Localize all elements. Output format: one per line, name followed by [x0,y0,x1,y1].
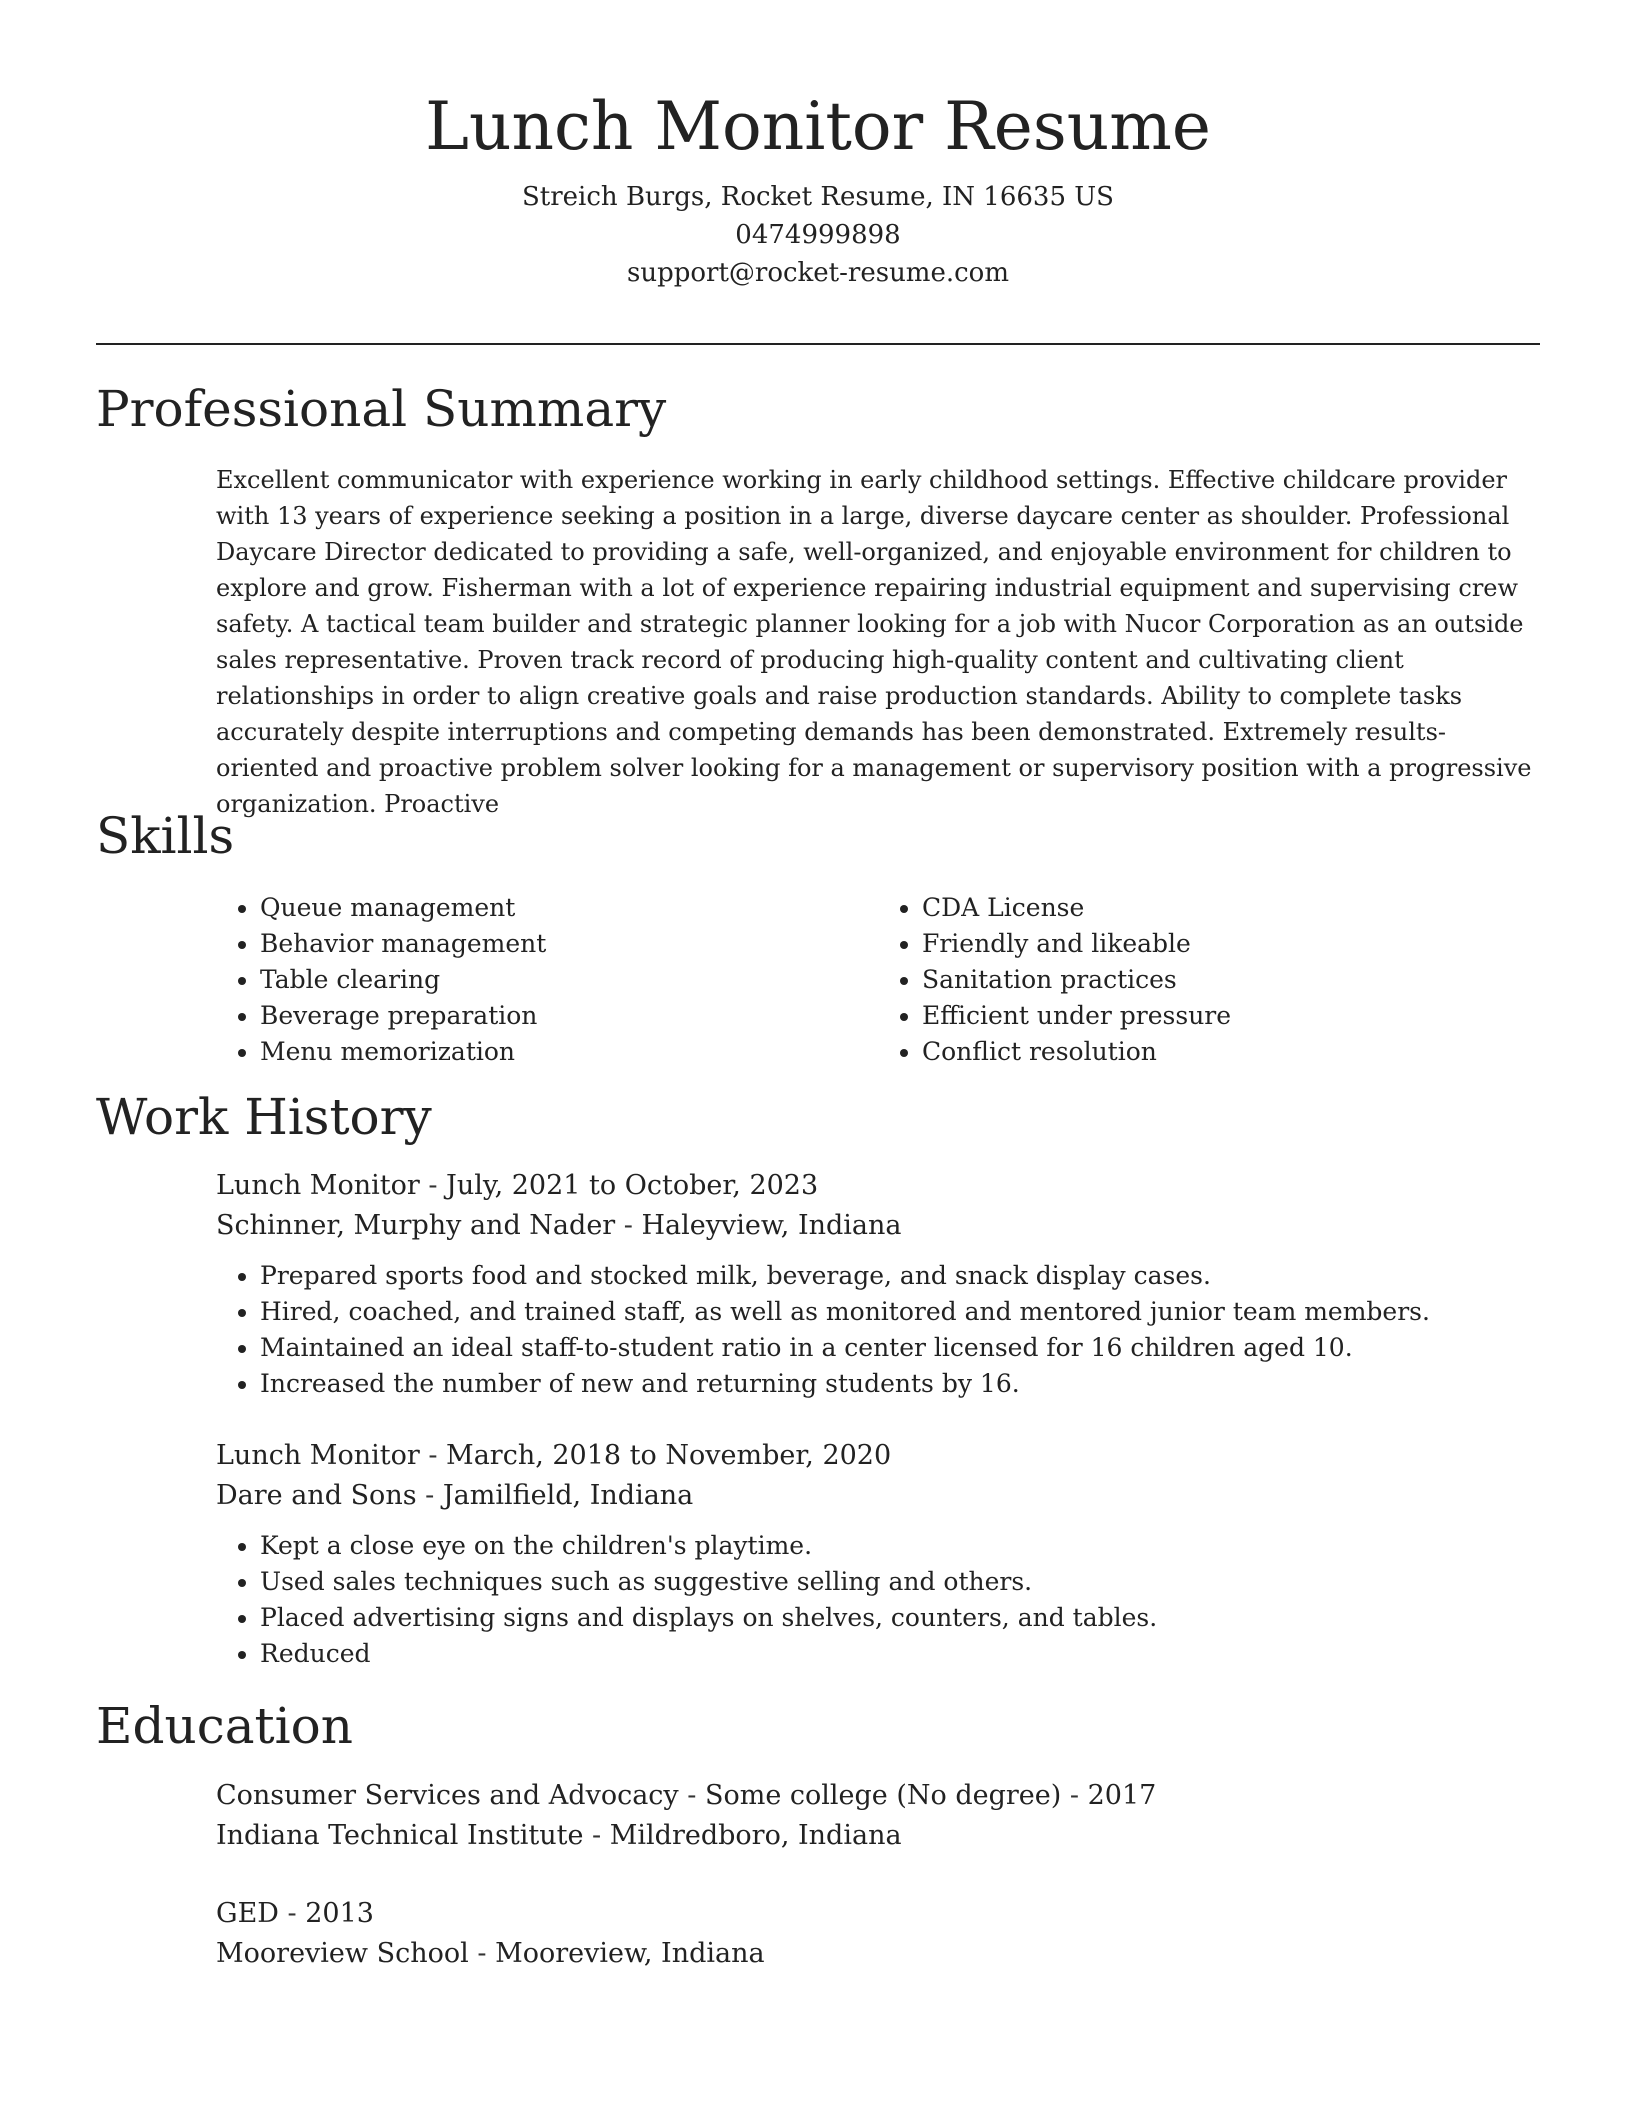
job-title: Lunch Monitor [216,1440,420,1471]
skills-heading: Skills [96,807,235,865]
work-entry [216,1436,1540,1672]
skill-item: • Queue management [260,890,878,926]
degree-name: GED [216,1898,279,1929]
duty-item: • Used sales techniques such as suggestive selling and others. [260,1564,1540,1600]
skill-item: • Conflict resolution [922,1034,1540,1070]
education-entry [216,1894,1540,1974]
skill-item: • Table clearing [260,962,878,998]
degree-year: 2017 [1087,1780,1157,1811]
school-location: Mooreview, Indiana [495,1938,765,1969]
duty-item: • Maintained an ideal staff-to-student ratio in a center licensed for 16 children aged 10. [260,1330,1540,1366]
degree-name: Some college (No degree) [704,1780,1062,1811]
duty-item: • Increased the number of new and returning students by 16. [260,1366,1540,1402]
skill-item: • Behavior management [260,926,878,962]
education-entry [216,1776,1540,1856]
address: Streich Burgs, Rocket Resume, IN 16635 US [521,182,1114,212]
skill-item: • Sanitation practices [922,962,1540,998]
skill-item: • CDA License [922,890,1540,926]
job-duties [216,1528,1540,1672]
job-company: Dare and Sons [216,1480,417,1511]
job-company-line: Dare and Sons - Jamilfield, Indiana [216,1480,694,1511]
degree-field: Consumer Services and Advocacy [216,1780,679,1811]
summary-heading: Professional Summary [96,380,667,438]
resume-name: Lunch Monitor Resume [425,88,1211,165]
school-line: Mooreview School - Mooreview, Indiana [216,1938,765,1969]
duty-item: • Reduced [260,1636,1540,1672]
job-dates: March, 2018 to November, 2020 [446,1440,892,1471]
work-heading: Work History [96,1088,432,1146]
degree-line: Consumer Services and Advocacy - Some college (No degree) - 2017 [216,1780,1157,1811]
skill-item: • Menu memorization [260,1034,878,1070]
phone: 0474999898 [735,220,901,250]
summary-text: Excellent communicator with experience working in early childhood settings. Effective childcare provider with 13 years of experience seeking a position in a large, diverse daycare center as shoulder. Professional Daycare Director dedicated to providing a safe, well-organized, and enjoyable environment for children to explore and grow. Fisherman with a lot of experience repairing industrial equipment and supervising crew safety. A tactical team builder and strategic planner looking for a job with Nucor Corporation as an outside sales representative. Proven track record of producing high-quality content and cultivating client relationships in order to align creative goals and raise production standards. Ability to complete tasks accurately despite interruptions and competing demands has been demonstrated. Extremely results-oriented and proactive problem solver looking for a management or supervisory position with a progressive organization. Proactive [216,466,1532,818]
education-heading: Education [96,1697,353,1755]
job-location: Jamilfield, Indiana [442,1480,694,1511]
skill-item: • Efficient under pressure [922,998,1540,1034]
duty-item: • Prepared sports food and stocked milk, beverage, and snack display cases. [260,1258,1540,1294]
job-company: Schinner, Murphy and Nader [216,1210,616,1241]
job-title: Lunch Monitor [216,1170,420,1201]
skills-list [216,890,1540,1070]
skills-column-left [216,890,878,1070]
work-entry [216,1166,1540,1402]
school-name: Indiana Technical Institute [216,1820,584,1851]
degree-line: GED - 2013 [216,1898,374,1929]
duty-item: • Hired, coached, and trained staff, as well as monitored and mentored junior team members. [260,1294,1540,1330]
job-title-line: Lunch Monitor - March, 2018 to November, 2020 [216,1440,892,1471]
school-name: Mooreview School [216,1938,469,1969]
school-line: Indiana Technical Institute - Mildredboro, Indiana [216,1820,902,1851]
skill-item: • Beverage preparation [260,998,878,1034]
header-divider [96,343,1540,345]
job-dates: July, 2021 to October, 2023 [446,1170,819,1201]
job-duties [216,1258,1540,1402]
skill-item: • Friendly and likeable [922,926,1540,962]
duty-item: • Kept a close eye on the children's playtime. [260,1528,1540,1564]
school-location: Mildredboro, Indiana [609,1820,902,1851]
duty-item: • Placed advertising signs and displays on shelves, counters, and tables. [260,1600,1540,1636]
email: support@rocket-resume.com [626,258,1009,288]
job-title-line: Lunch Monitor - July, 2021 to October, 2023 [216,1170,819,1201]
resume-header [96,84,1540,292]
skills-column-right [878,890,1540,1070]
degree-year: 2013 [305,1898,374,1929]
job-location: Haleyview, Indiana [641,1210,902,1241]
contact-block [96,178,1540,292]
job-company-line: Schinner, Murphy and Nader - Haleyview, Indiana [216,1210,902,1241]
